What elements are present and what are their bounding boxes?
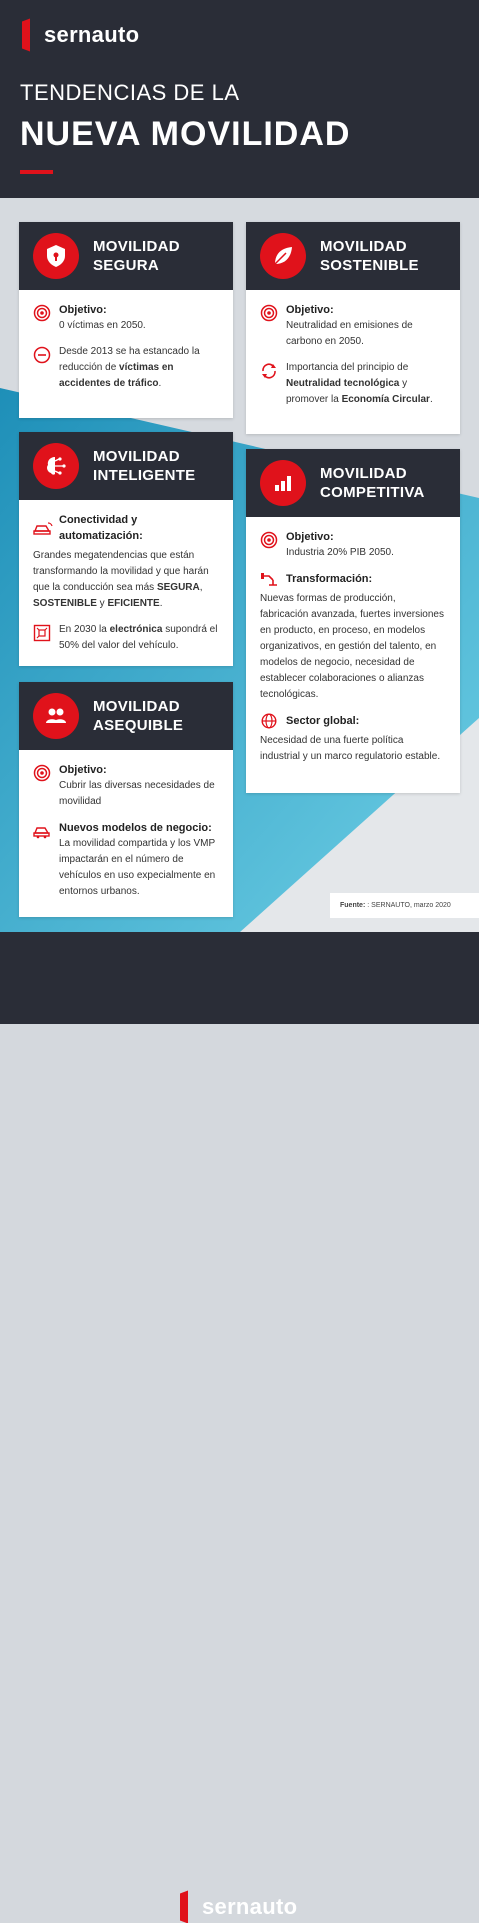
card-movilidad-segura xyxy=(19,222,233,418)
brain-circuit-icon xyxy=(33,443,79,489)
header xyxy=(0,0,479,198)
card-movilidad-competitiva xyxy=(246,449,460,793)
objetivo-text: Neutralidad en emisiones de carbono en 2050. xyxy=(286,320,413,347)
footer-sernauto-logo[interactable] xyxy=(178,1892,297,1922)
bar-chart-icon xyxy=(260,460,306,506)
objetivo-label: Objetivo: xyxy=(59,764,107,776)
card-title-line2: SEGURA xyxy=(93,257,159,274)
sector-global-text: Necesidad de una fuerte política industrial y un marco regulatorio estable. xyxy=(260,735,441,762)
card-header xyxy=(246,222,460,290)
info-text: Importancia del principio de Neutralidad tecnológica y promover la Economía Circular. xyxy=(286,362,433,405)
sernauto-logo-mark-icon xyxy=(178,1892,198,1922)
globe-icon xyxy=(260,713,280,729)
objetivo-text: Cubrir las diversas necesidades de movilidad xyxy=(59,780,215,807)
source-label: Fuente: xyxy=(340,902,366,909)
card-body xyxy=(19,290,233,412)
objetivo-label: Objetivo: xyxy=(286,304,334,316)
robot-arm-icon xyxy=(260,571,280,587)
card-title-line2: ASEQUIBLE xyxy=(93,717,184,734)
info-row xyxy=(260,360,446,408)
shield-lock-icon xyxy=(33,233,79,279)
info-row xyxy=(33,344,219,392)
negocio-label: Nuevos modelos de negocio: xyxy=(59,822,212,834)
source-text: : SERNAUTO, marzo 2020 xyxy=(367,902,451,909)
card-movilidad-inteligente xyxy=(19,432,233,666)
card-header xyxy=(19,682,233,750)
target-icon xyxy=(260,531,278,549)
objetivo-row xyxy=(33,302,219,334)
objetivo-text: Industria 20% PIB 2050. xyxy=(286,547,394,558)
recycle-arrows-icon xyxy=(260,362,278,380)
page-title-line1: TENDENCIAS DE LA xyxy=(20,80,240,105)
card-body xyxy=(246,517,460,785)
transformacion-text: Nuevas formas de producción, fabricación avanzada, fuertes inversiones en producto, en proceso, en modelos organizativos, en gestión del talento, en modelos de negocio, necesidad de establecer colaboraciones o alianzas tecnológicas. xyxy=(260,593,444,700)
connected-car-icon xyxy=(33,520,53,536)
card-title-line1: MOVILIDAD xyxy=(320,238,407,255)
card-title-line1: MOVILIDAD xyxy=(93,698,180,715)
card-title-line2: COMPETITIVA xyxy=(320,484,425,501)
sernauto-logo[interactable] xyxy=(20,20,139,50)
objetivo-row xyxy=(33,762,219,810)
card-body xyxy=(19,750,233,920)
transformacion-label: Transformación: xyxy=(286,573,373,585)
sector-global-head xyxy=(260,713,446,729)
negocio-text: La movilidad compartida y los VMP impactarán en el número de vehículos en uso expecialmente en entornos urbanos. xyxy=(59,838,216,897)
electronica-text: En 2030 la electrónica supondrá el 50% del valor del vehículo. xyxy=(59,624,218,651)
target-icon xyxy=(33,764,51,782)
card-body xyxy=(246,290,460,428)
shared-car-icon xyxy=(33,822,51,840)
conectividad-text: Grandes megatendencias que están transformando la movilidad y que harán que la conducción sea más SEGURA, SOSTENIBLE y EFICIENTE. xyxy=(33,550,209,609)
card-title xyxy=(320,237,419,275)
objetivo-text: 0 víctimas en 2050. xyxy=(59,320,146,331)
objetivo-label: Objetivo: xyxy=(286,531,334,543)
card-header xyxy=(246,449,460,517)
card-header xyxy=(19,432,233,500)
target-icon xyxy=(33,304,51,322)
people-icon xyxy=(33,693,79,739)
card-title xyxy=(93,237,180,275)
card-title-line1: MOVILIDAD xyxy=(320,465,407,482)
footer-logo-text: sernauto xyxy=(202,1894,298,1919)
sector-global-label: Sector global: xyxy=(286,715,360,727)
card-title xyxy=(93,447,195,485)
sernauto-logo-text: sernauto xyxy=(44,22,140,47)
page-title-line2: NUEVA MOVILIDAD xyxy=(20,115,351,153)
leaf-icon xyxy=(260,233,306,279)
card-body xyxy=(19,500,233,674)
objetivo-label: Objetivo: xyxy=(59,304,107,316)
card-movilidad-sostenible xyxy=(246,222,460,434)
card-title-line1: MOVILIDAD xyxy=(93,238,180,255)
card-movilidad-asequible xyxy=(19,682,233,917)
conectividad-label: Conectividad y automatización: xyxy=(59,514,143,542)
source-note xyxy=(330,893,479,918)
circuit-board-icon xyxy=(33,624,51,642)
transformacion-head xyxy=(260,571,446,587)
negocio-row xyxy=(33,820,219,900)
card-title-line1: MOVILIDAD xyxy=(93,448,180,465)
title-underline xyxy=(20,170,53,174)
card-title xyxy=(93,697,183,735)
card-title xyxy=(320,464,425,502)
objetivo-row xyxy=(260,529,446,561)
footer xyxy=(0,932,479,1919)
sernauto-logo-mark-icon xyxy=(20,20,40,50)
conectividad-head xyxy=(33,512,219,544)
target-icon xyxy=(260,304,278,322)
minus-circle-icon xyxy=(33,346,51,364)
card-header xyxy=(19,222,233,290)
card-title-line2: SOSTENIBLE xyxy=(320,257,419,274)
card-title-line2: INTELIGENTE xyxy=(93,467,196,484)
info-text: Desde 2013 se ha estancado la reducción de víctimas en accidentes de tráfico. xyxy=(59,346,200,389)
objetivo-row xyxy=(260,302,446,350)
electronica-row xyxy=(33,622,219,654)
